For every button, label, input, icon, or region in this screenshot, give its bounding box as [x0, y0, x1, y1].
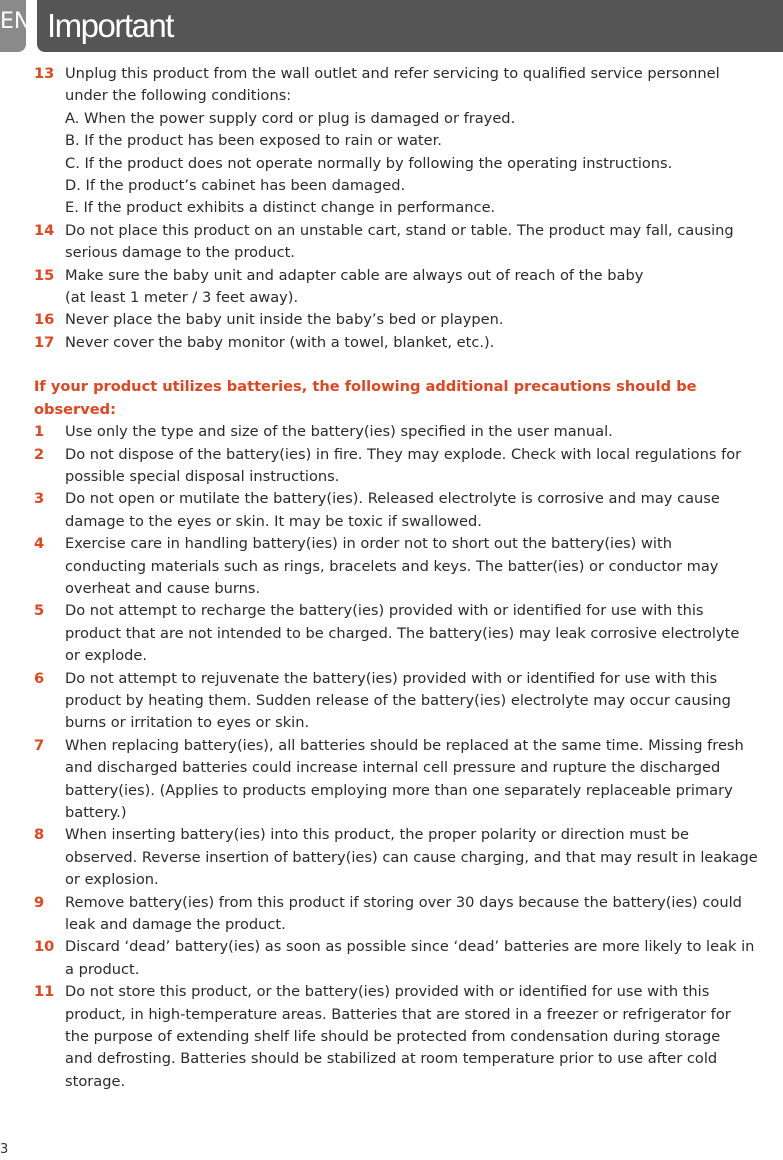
item-text-line: damage to the eyes or skin. It may be toxic if swallowed. — [65, 512, 482, 530]
item-text-line: Never place the baby unit inside the baby’s bed or playpen. — [65, 311, 504, 329]
heading-line: If your product utilizes batteries, the following additional precautions should be — [34, 378, 697, 396]
item-text-line: product that are not intended to be charged. The battery(ies) may leak corrosive electrolyte — [65, 624, 740, 642]
item-number: 11 — [34, 983, 55, 1001]
item-number: 13 — [34, 65, 55, 82]
item-text-line: D. If the product’s cabinet has been damaged. — [65, 177, 406, 195]
list-item — [34, 488, 778, 533]
item-text-line: or explosion. — [65, 871, 159, 889]
battery-precautions-list — [34, 421, 778, 1093]
item-text — [65, 892, 778, 937]
safety-list — [34, 63, 778, 354]
item-text-line: and discharged batteries could increase internal cell pressure and rupture the discharged — [65, 759, 721, 777]
item-text-line: battery(ies). (Applies to products employing more than one separately replaceable primary — [65, 781, 733, 799]
item-text-line: Use only the type and size of the battery(ies) specified in the user manual. — [65, 423, 613, 441]
item-text-line: Do not dispose of the battery(ies) in fire. They may explode. Check with local regulations for — [65, 445, 742, 463]
item-text-line: Do not attempt to recharge the battery(ies) provided with or identified for use with this — [65, 602, 704, 620]
item-number: 15 — [34, 266, 55, 284]
item-number: 7 — [34, 736, 45, 754]
item-text-line: Never cover the baby monitor (with a towel, blanket, etc.). — [65, 333, 495, 351]
list-item — [34, 332, 778, 354]
list-item — [34, 824, 778, 891]
item-text-line: Do not store this product, or the battery(ies) provided with or identified for use with this — [65, 983, 710, 1001]
instructions-content — [34, 63, 778, 1093]
item-text-line: Do not attempt to rejuvenate the battery(ies) provided with or identified for use with this — [65, 669, 718, 687]
item-number: 4 — [34, 535, 45, 553]
item-text — [65, 936, 778, 981]
item-text-line: under the following conditions: — [65, 87, 292, 105]
item-text-line: Do not open or mutilate the battery(ies). Released electrolyte is corrosive and may cause — [65, 490, 720, 508]
list-item — [34, 63, 778, 220]
item-number: 10 — [34, 938, 55, 956]
item-text — [65, 668, 778, 735]
item-text-line: or explode. — [65, 647, 148, 665]
item-text-line: burns or irritation to eyes or skin. — [65, 714, 310, 732]
item-text-line: serious damage to the product. — [65, 244, 295, 262]
item-text-line: the purpose of extending shelf life should be protected from condensation during storage — [65, 1028, 721, 1046]
list-item — [34, 600, 778, 667]
list-item — [34, 892, 778, 937]
item-number: 1 — [34, 423, 45, 441]
item-text-line: A. When the power supply cord or plug is damaged or frayed. — [65, 109, 516, 127]
item-number: 16 — [34, 311, 55, 329]
item-text — [65, 444, 778, 489]
item-text-line: Remove battery(ies) from this product if storing over 30 days because the battery(ies) could — [65, 893, 742, 911]
item-text-line: (at least 1 meter / 3 feet away). — [65, 289, 299, 307]
item-text-line: product, in high-temperature areas. Batteries that are stored in a freezer or refrigerator for — [65, 1005, 731, 1023]
item-text — [65, 63, 778, 220]
item-text-line: E. If the product exhibits a distinct change in performance. — [65, 199, 496, 217]
item-number: 14 — [34, 221, 55, 239]
item-text-line: B. If the product has been exposed to rain or water. — [65, 132, 442, 150]
item-number: 17 — [34, 333, 55, 351]
list-item — [34, 533, 778, 600]
item-number: 6 — [34, 669, 45, 687]
battery-precautions-heading — [34, 376, 778, 421]
item-text-line: When inserting battery(ies) into this product, the proper polarity or direction must be — [65, 826, 689, 844]
item-text-line: product by heating them. Sudden release of the battery(ies) electrolyte may occur causing — [65, 691, 731, 709]
item-text-line: storage. — [65, 1072, 126, 1090]
item-text — [65, 309, 778, 331]
page-number: 3 — [0, 1142, 9, 1157]
item-text-line: overheat and cause burns. — [65, 579, 261, 597]
item-text — [65, 220, 778, 265]
item-text-line: observed. Reverse insertion of battery(ies) can cause charging, and that may result in leakage — [65, 848, 758, 866]
item-text-line: When replacing battery(ies), all batteries should be replaced at the same time. Missing fresh — [65, 736, 744, 754]
item-text-line: and defrosting. Batteries should be stabilized at room temperature prior to use after cold — [65, 1050, 718, 1068]
item-text — [65, 488, 778, 533]
item-text — [65, 735, 778, 825]
item-text-line: conducting materials such as rings, bracelets and keys. The batter(ies) or conductor may — [65, 557, 719, 575]
list-item — [34, 735, 778, 825]
list-item — [34, 668, 778, 735]
item-text-line: Discard ‘dead’ battery(ies) as soon as possible since ‘dead’ batteries are more likely to leak in — [65, 938, 755, 956]
item-number: 3 — [34, 490, 45, 508]
item-text-line: Exercise care in handling battery(ies) in order not to short out the battery(ies) with — [65, 535, 672, 553]
item-text — [65, 421, 778, 443]
list-item — [34, 981, 778, 1093]
item-number: 2 — [34, 445, 45, 463]
item-text — [65, 332, 778, 354]
heading-line: observed: — [34, 400, 116, 418]
item-text-line: leak and damage the product. — [65, 916, 286, 934]
language-tab: EN — [0, 0, 26, 52]
list-item — [34, 421, 778, 443]
item-text — [65, 533, 778, 600]
item-text-line: possible special disposal instructions. — [65, 467, 340, 485]
list-item — [34, 309, 778, 331]
list-item — [34, 265, 778, 310]
item-text-line: a product. — [65, 960, 140, 978]
item-number: 8 — [34, 826, 45, 844]
item-text-line: Do not place this product on an unstable cart, stand or table. The product may fall, causing — [65, 221, 734, 239]
item-number: 9 — [34, 893, 45, 911]
item-number: 5 — [34, 602, 45, 620]
page-title: Important — [47, 7, 173, 44]
item-text-line: Make sure the baby unit and adapter cable are always out of reach of the baby — [65, 266, 644, 284]
item-text — [65, 981, 778, 1093]
item-text — [65, 600, 778, 667]
header-bar — [37, 0, 783, 52]
item-text-line: battery.) — [65, 804, 127, 821]
list-item — [34, 936, 778, 981]
list-item — [34, 444, 778, 489]
item-text — [65, 824, 778, 891]
list-item — [34, 220, 778, 265]
item-text-line: Unplug this product from the wall outlet and refer servicing to qualified service personnel — [65, 65, 720, 82]
item-text — [65, 265, 778, 310]
item-text-line: C. If the product does not operate normally by following the operating instructions. — [65, 154, 673, 172]
